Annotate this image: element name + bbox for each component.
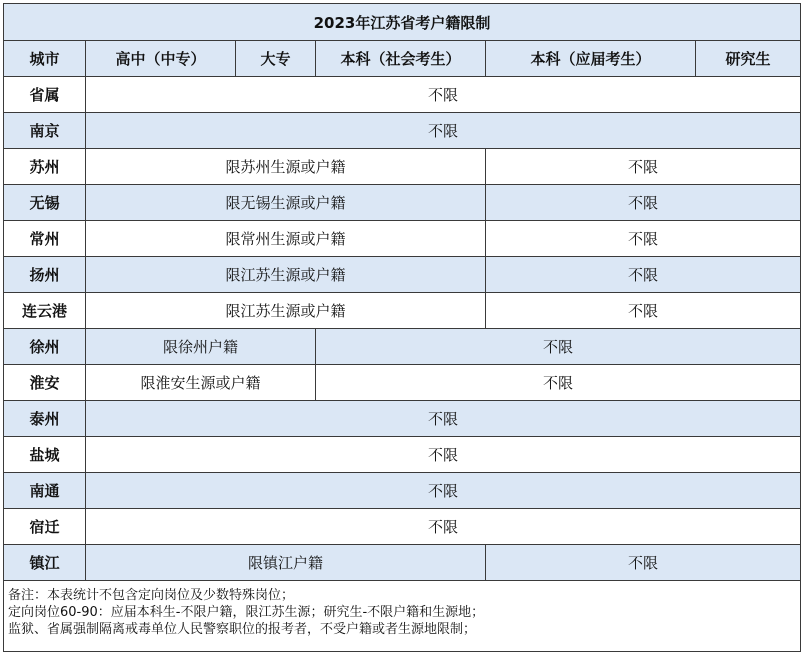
restriction-cell: 不限 <box>316 365 801 401</box>
restriction-cell: 不限 <box>486 149 801 185</box>
note-line: 监狱、省属强制隔离戒毒单位人民警察职位的报考者，不受户籍或者生源地限制； <box>8 622 477 637</box>
restriction-cell: 限淮安生源或户籍 <box>86 365 316 401</box>
restriction-cell: 不限 <box>316 329 801 365</box>
table-row <box>4 113 801 149</box>
city-cell: 宿迁 <box>4 509 86 545</box>
header-junior-college: 大专 <box>236 41 316 77</box>
city-cell: 淮安 <box>4 365 86 401</box>
note-line: 定向岗位60-90：应届本科生-不限户籍，限江苏生源；研究生-不限户籍和生源地； <box>8 605 485 620</box>
header-bachelor-graduate: 本科（应届考生） <box>486 41 696 77</box>
table-row <box>4 221 801 257</box>
restriction-cell: 不限 <box>86 473 801 509</box>
restriction-cell: 限常州生源或户籍 <box>86 221 486 257</box>
table-row <box>4 329 801 365</box>
table-row <box>4 365 801 401</box>
restriction-cell: 不限 <box>486 257 801 293</box>
restriction-cell: 不限 <box>486 221 801 257</box>
city-cell: 镇江 <box>4 545 86 581</box>
table-title: 2023年江苏省考户籍限制 <box>4 4 801 41</box>
restriction-cell: 限江苏生源或户籍 <box>86 293 486 329</box>
restriction-cell: 不限 <box>86 77 801 113</box>
table-row <box>4 437 801 473</box>
table-row <box>4 257 801 293</box>
table-row <box>4 149 801 185</box>
city-cell: 徐州 <box>4 329 86 365</box>
restriction-cell: 不限 <box>86 401 801 437</box>
table-row <box>4 77 801 113</box>
city-cell: 盐城 <box>4 437 86 473</box>
notes-cell <box>4 581 801 652</box>
table-row <box>4 473 801 509</box>
table-row <box>4 293 801 329</box>
restriction-cell: 限徐州户籍 <box>86 329 316 365</box>
city-cell: 苏州 <box>4 149 86 185</box>
header-high-school: 高中（中专） <box>86 41 236 77</box>
city-cell: 南通 <box>4 473 86 509</box>
city-cell: 南京 <box>4 113 86 149</box>
header-bachelor-social: 本科（社会考生） <box>316 41 486 77</box>
header-postgraduate: 研究生 <box>696 41 801 77</box>
restriction-cell: 不限 <box>486 545 801 581</box>
restriction-cell: 不限 <box>486 293 801 329</box>
restriction-cell: 不限 <box>486 185 801 221</box>
city-cell: 泰州 <box>4 401 86 437</box>
table-row <box>4 185 801 221</box>
title-row <box>4 4 801 41</box>
restriction-cell: 限无锡生源或户籍 <box>86 185 486 221</box>
note-line: 备注：本表统计不包含定向岗位及少数特殊岗位； <box>8 588 295 603</box>
header-row <box>4 41 801 77</box>
restriction-cell: 限镇江户籍 <box>86 545 486 581</box>
header-city: 城市 <box>4 41 86 77</box>
notes-row <box>4 581 801 652</box>
city-cell: 无锡 <box>4 185 86 221</box>
restriction-cell: 限江苏生源或户籍 <box>86 257 486 293</box>
city-cell: 省属 <box>4 77 86 113</box>
restriction-cell: 不限 <box>86 509 801 545</box>
hukou-restriction-table <box>3 3 801 652</box>
restriction-cell: 不限 <box>86 437 801 473</box>
city-cell: 扬州 <box>4 257 86 293</box>
city-cell: 连云港 <box>4 293 86 329</box>
table-row <box>4 545 801 581</box>
table-row <box>4 509 801 545</box>
table-wrapper <box>3 3 800 652</box>
table-row <box>4 401 801 437</box>
restriction-cell: 限苏州生源或户籍 <box>86 149 486 185</box>
city-cell: 常州 <box>4 221 86 257</box>
restriction-cell: 不限 <box>86 113 801 149</box>
